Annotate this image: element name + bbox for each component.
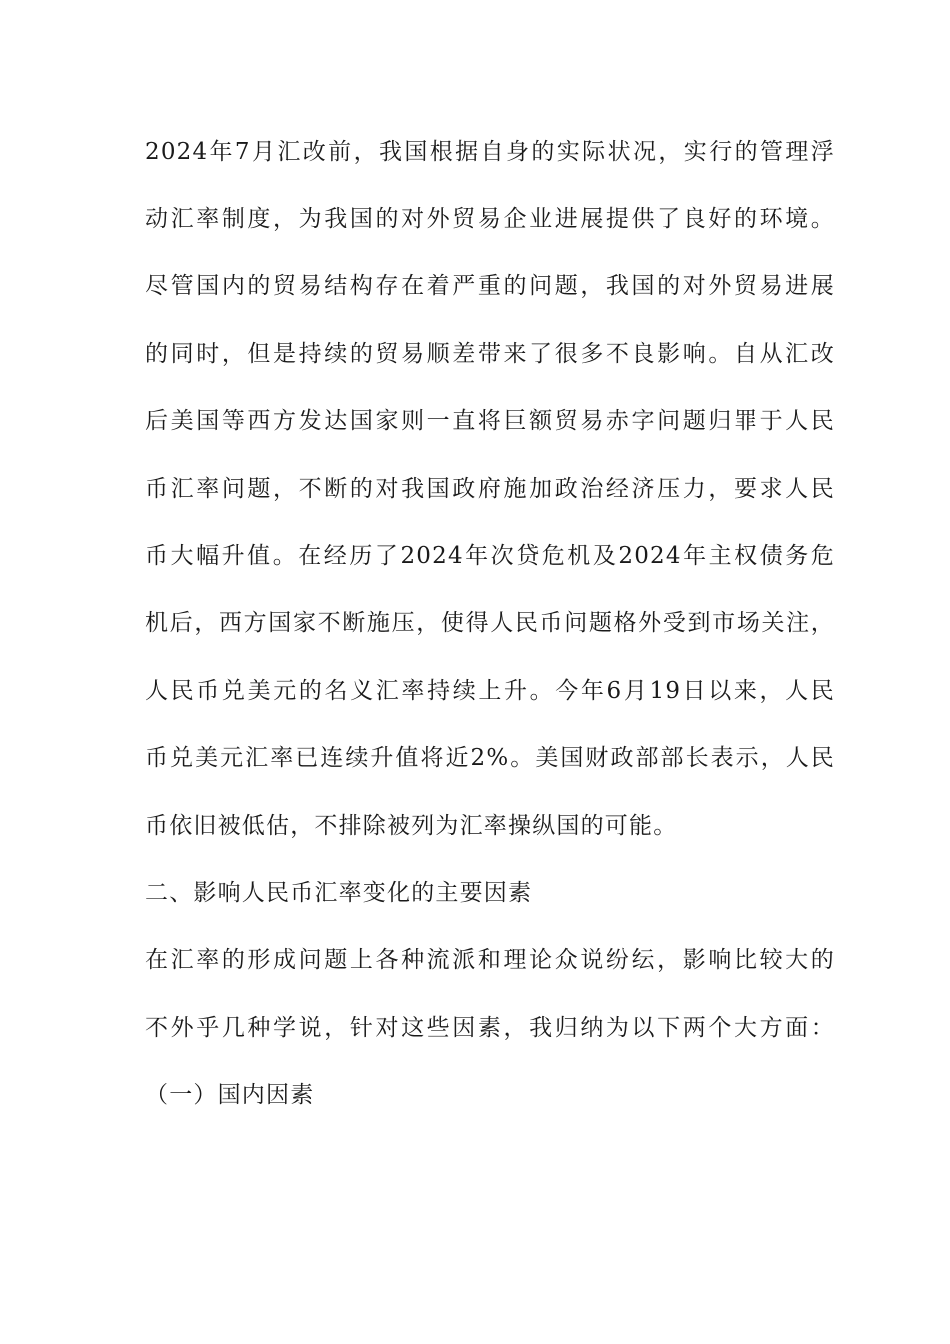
paragraph-line: 币汇率问题，不断的对我国政府施加政治经济压力，要求人民 (145, 476, 835, 502)
paragraph-line: 币兑美元汇率已连续升值将近2%。美国财政部部长表示，人民 (145, 745, 835, 771)
paragraph-line: 在汇率的形成问题上各种流派和理论众说纷纭，影响比较大的 (145, 947, 835, 973)
paragraph-line: 后美国等西方发达国家则一直将巨额贸易赤字问题归罪于人民 (145, 408, 835, 434)
paragraph-line: 尽管国内的贸易结构存在着严重的问题，我国的对外贸易进展 (145, 273, 835, 299)
paragraph-line: 币大幅升值。在经历了2024年次贷危机及2024年主权债务危 (145, 543, 835, 569)
paragraph-line: 不外乎几种学说，针对这些因素，我归纳为以下两个大方面： (145, 1015, 835, 1041)
paragraph-line: 人民币兑美元的名义汇率持续上升。今年6月19日以来，人民 (145, 678, 835, 704)
paragraph-line: 的同时，但是持续的贸易顺差带来了很多不良影响。自从汇改 (145, 341, 835, 367)
subsection-heading: （一）国内因素 (145, 1082, 315, 1108)
paragraph-line: 动汇率制度，为我国的对外贸易企业进展提供了良好的环境。 (145, 206, 835, 232)
paragraph-line: 机后，西方国家不断施压，使得人民币问题格外受到市场关注， (145, 610, 835, 636)
paragraph-line: 2024年7月汇改前，我国根据自身的实际状况，实行的管理浮 (145, 139, 835, 165)
paragraph-line: 币依旧被低估，不排除被列为汇率操纵国的可能。 (145, 813, 678, 839)
section-heading: 二、影响人民币汇率变化的主要因素 (145, 880, 533, 906)
